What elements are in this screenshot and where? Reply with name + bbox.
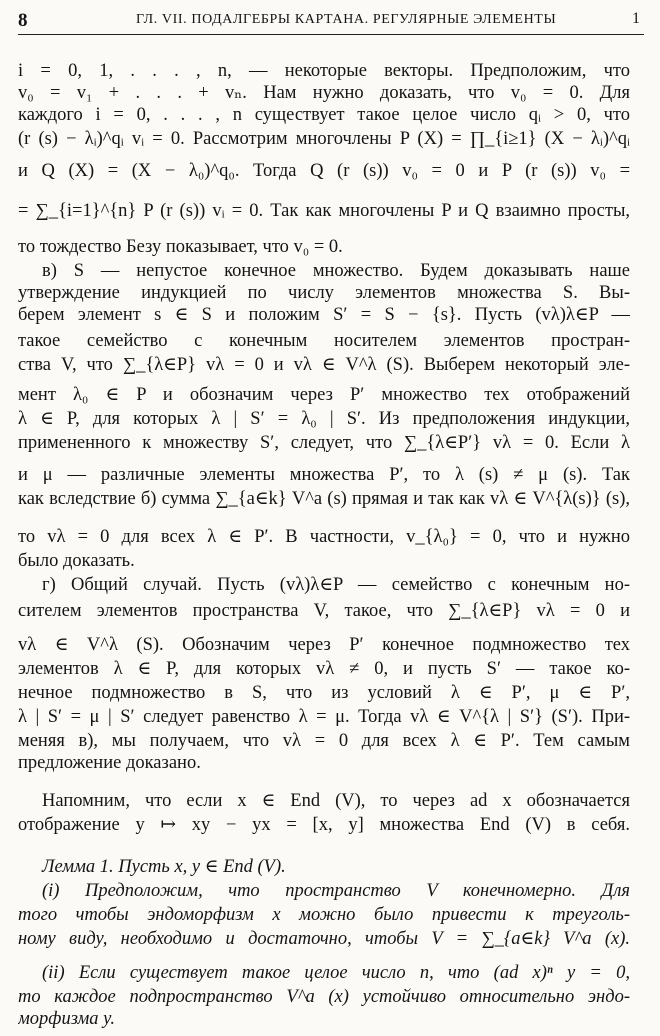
lemma-text-line: того чтобы эндоморфизм x можно было привести к треуголь- <box>18 905 630 925</box>
lemma-heading: Лемма 1. Пусть x, y ∈ End (V). <box>42 857 286 877</box>
text-line: нечное подмножество в S, что из условий λ ∈ P′, μ ∈ P′, <box>18 683 630 703</box>
text-line: i = 0, 1, . . . , n, — некоторые векторы. Предположим, что <box>18 61 630 81</box>
text-line: берем элемент s ∈ S и положим S′ = S − {s}. Пусть (vλ)λ∈P — <box>18 305 630 325</box>
text-line: мент λ₀ ∈ P и обозначим через P′ множество тех отображений <box>18 385 630 405</box>
text-line: Напомним, что если x ∈ End (V), то через ad x обозначается <box>42 791 630 811</box>
lemma-text-line: морфизма y. <box>18 1009 115 1029</box>
text-line: предложение доказано. <box>18 753 201 773</box>
formula-line: = ∑_{i=1}^{n} P (r (s)) vᵢ = 0. Так как многочлены P и Q взаимно просты, <box>18 201 630 221</box>
text-line: меняя в), мы получаем, что vλ = 0 для всех λ ∈ P′. Тем самым <box>18 731 630 751</box>
text-line: каждого i = 0, . . . , n существует такое целое число qᵢ > 0, что <box>18 105 630 125</box>
case-b-heading-line: в) S — непустое конечное множество. Будем доказывать наше <box>42 261 630 281</box>
text-line: отображение y ↦ xy − yx = [x, y] множества End (V) в себя. <box>18 815 630 835</box>
text-line: элементов λ ∈ P, для которых vλ ≠ 0, и пусть S′ — такое ко- <box>18 659 630 679</box>
section-mark: 1 <box>632 10 640 27</box>
lemma-text-line: (i) Предположим, что пространство V конечномерно. Для <box>42 881 630 901</box>
text-line: такое семейство с конечным носителем элементов простран- <box>18 331 630 351</box>
text-line: v₀ = v₁ + . . . + vₙ. Нам нужно доказать, что v₀ = 0. Для <box>18 83 630 103</box>
formula-line: сителем элементов пространства V, такое, что ∑_{λ∈P} vλ = 0 и <box>18 601 630 621</box>
case-g-heading-line: г) Общий случай. Пусть (vλ)λ∈P — семейство с конечным но- <box>42 575 630 595</box>
text-line: vλ ∈ V^λ (S). Обозначим через P′ конечное подмножество тех <box>18 635 630 655</box>
formula-line: ства V, что ∑_{λ∈P} vλ = 0 и vλ ∈ V^λ (S). Выберем некоторый эле- <box>18 355 630 375</box>
formula-line: как вследствие б) сумма ∑_{a∈k} V^a (s) прямая и так как vλ ∈ V^{λ(s)} (s), <box>18 489 630 509</box>
lemma-text-line: то каждое подпространство V^a (x) устойчиво относительно эндо- <box>18 987 630 1007</box>
page-number: 8 <box>18 10 28 31</box>
text-line: то тождество Безу показывает, что v₀ = 0. <box>18 237 343 257</box>
lemma-formula-line: ному виду, необходимо и достаточно, чтобы V = ∑_{a∈k} V^a (x). <box>18 929 630 949</box>
formula-line: (r (s) − λᵢ)^qᵢ vᵢ = 0. Рассмотрим многочлены P (X) = ∏_{i≥1} (X − λᵢ)^qᵢ <box>18 129 630 149</box>
text-line: было доказать. <box>18 551 135 571</box>
text-line: и μ — различные элементы множества P′, то λ (s) ≠ μ (s). Так <box>18 465 630 485</box>
running-header <box>18 8 644 35</box>
formula-line: примененного к множеству S′, следует, что ∑_{λ∈P′} vλ = 0. Если λ <box>18 433 630 453</box>
text-line: λ ∈ P, для которых λ | S′ = λ₀ | S′. Из предположения индукции, <box>18 409 630 429</box>
running-title: ГЛ. VII. ПОДАЛГЕБРЫ КАРТАНА. РЕГУЛЯРНЫЕ ЭЛЕМЕНТЫ <box>136 12 557 27</box>
formula-line: и Q (X) = (X − λ₀)^q₀. Тогда Q (r (s)) v₀ = 0 и P (r (s)) v₀ = <box>18 161 630 181</box>
text-line: λ | S′ = μ | S′ следует равенство λ = μ. Тогда vλ ∈ V^{λ | S′} (S′). При- <box>18 707 630 727</box>
text-line: то vλ = 0 для всех λ ∈ P′. В частности, v_{λ₀} = 0, что и нужно <box>18 527 630 547</box>
lemma-text-line: (ii) Если существует такое целое число n, что (ad x)ⁿ y = 0, <box>42 963 630 983</box>
text-line: утверждение индукцией по числу элементов множества S. Вы- <box>18 283 630 303</box>
